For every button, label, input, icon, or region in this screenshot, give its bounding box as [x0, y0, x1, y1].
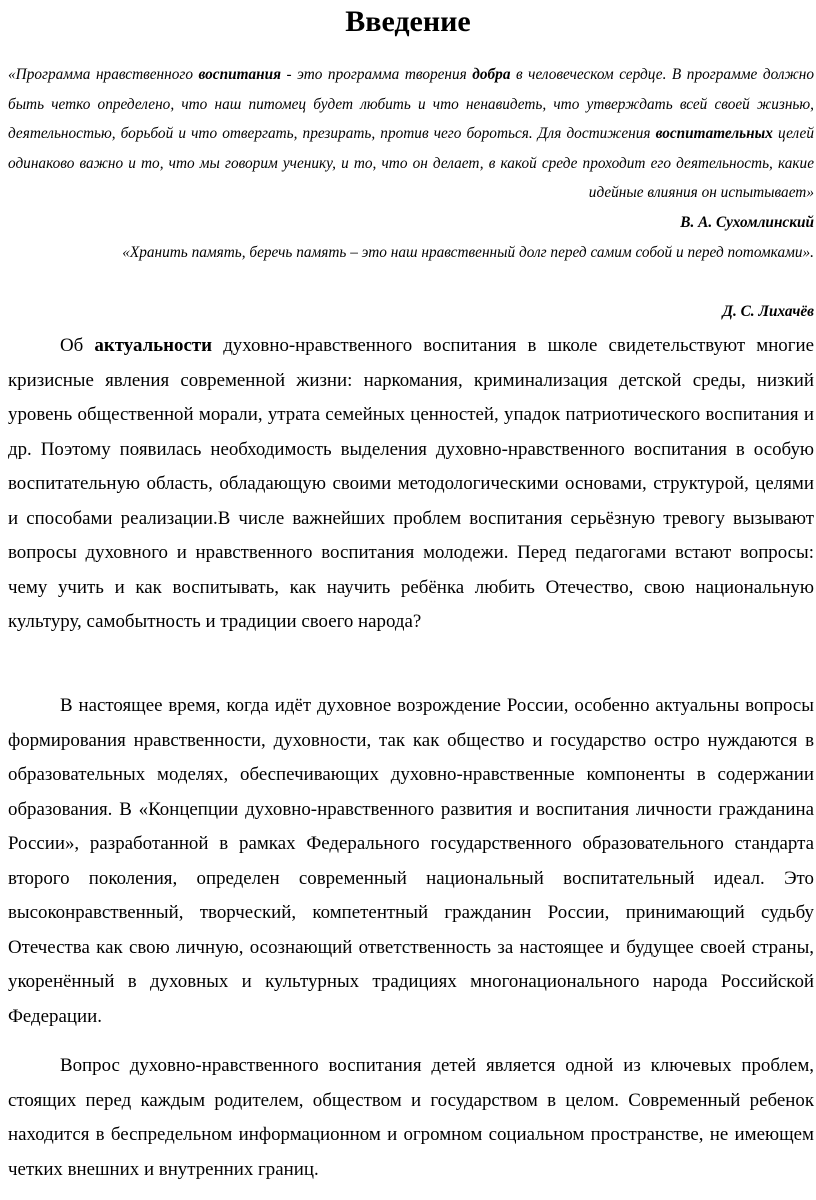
epigraph-author: Д. С. Лихачёв [722, 303, 814, 320]
paragraph-bold-term: актуальности [94, 335, 213, 356]
epigraph-sukhomlinsky [8, 60, 814, 208]
epigraph-bold-term: воспитания [198, 66, 282, 83]
epigraph-bold-term: добра [472, 66, 511, 83]
paragraph-text: Об [60, 335, 95, 356]
epigraph-text: целей одинаково важно и то, что мы говорим ученику, и то, что он делает, в какой среде проходит его деятельность, какие идейные влияния он испытывает» [8, 125, 814, 202]
body-paragraph [8, 329, 814, 640]
epigraph-likhachev: «Хранить память, беречь память – это наш нравственный долг перед самим собой и перед потомками». [122, 244, 814, 261]
epigraph-author: В. А. Сухомлинский [680, 214, 814, 231]
page-title: Введение [345, 5, 471, 38]
epigraph-text: в человеческом сердце. В программе должно быть четко определено, что наш питомец будет любить и что ненавидеть, что утверждать всей своей жизнью, деятельностью, борьбой и что отвергать, презирать, против чего бороться. Для достижения [8, 66, 814, 143]
paragraph-text: В настоящее время, когда идёт духовное возрождение России, особенно актуальны вопросы формирования нравственности, духовности, так как общество и государство остро нуждаются в образовательных моделях, обеспечивающих духовно-нравственные компоненты в содержании образования. В «Концепции духовно-нравственного развития и воспитания личности гражданина России», разработанной в рамках Федерального государственного образовательного стандарта второго поколения, определен современный национальный воспитательный идеал. Это высоконравственный, творческий, компетентный гражданин России, принимающий судьбу Отечества как свою личную, осознающий ответственность за настоящее и будущее своей страны, укоренённый в духовных и культурных традициях многонационального народа Российской Федерации. [8, 695, 814, 1027]
body-paragraph [8, 1049, 814, 1187]
epigraph-text: - это программа творения [281, 66, 473, 83]
paragraph-text: Вопрос духовно-нравственного воспитания детей является одной из ключевых проблем, стоящих перед каждым родителем, обществом и государством в целом. Современный ребенок находится в беспредельном информационном и огромном социальном пространстве, не имеющем четких внешних и внутренних границ. [8, 1055, 814, 1180]
paragraph-text: духовно-нравственного воспитания в школе свидетельствуют многие кризисные явления современной жизни: наркомания, криминализация детской среды, низкий уровень общественной морали, утрата семейных ценностей, упадок патриотического воспитания и др. Поэтому появилась необходимость выделения духовно-нравственного воспитания в особую воспитательную область, обладающую своими методологическими основами, структурой, целями и способами реализации.В числе важнейших проблем воспитания серьёзную тревогу вызывают вопросы духовного и нравственного воспитания молодежи. Перед педагогами встают вопросы: чему учить и как воспитывать, как научить ребёнка любить Отечество, свою национальную культуру, самобытность и традиции своего народа? [8, 335, 814, 632]
body-paragraph [8, 689, 814, 1034]
epigraph-text: «Программа нравственного [8, 66, 199, 83]
epigraph-bold-term: воспитательных [655, 125, 773, 143]
